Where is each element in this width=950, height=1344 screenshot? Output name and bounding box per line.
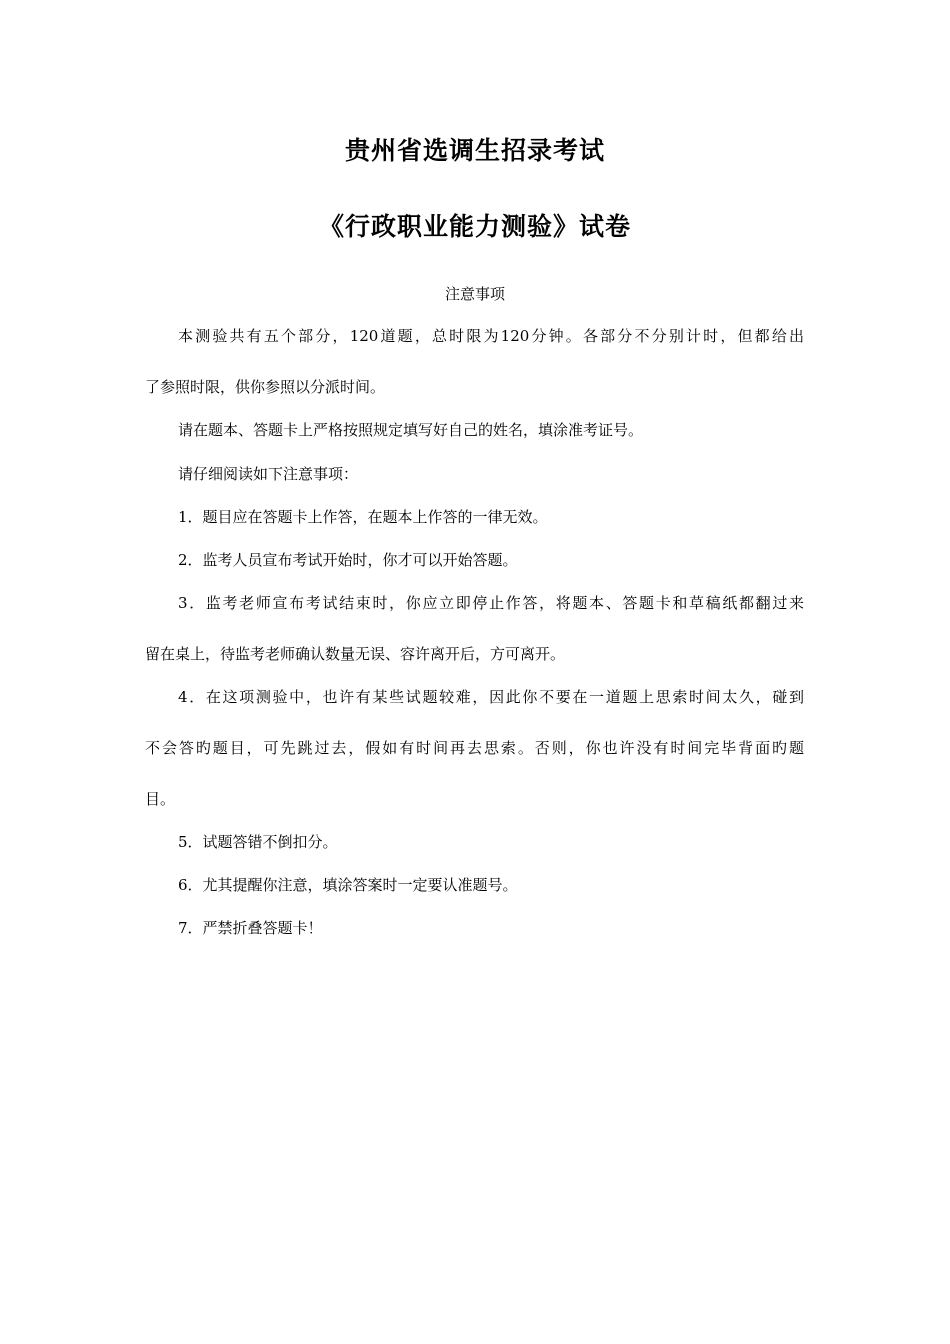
notice-item-2: 2．监考人员宣布考试开始时，你才可以开始答题。 bbox=[178, 551, 518, 569]
notice-heading: 注意事项 bbox=[444, 285, 505, 303]
notice-item-4-line3: 目。 bbox=[145, 790, 176, 808]
notice-item-6: 6．尤其提醒你注意，填涂答案时一定要认准题号。 bbox=[178, 876, 518, 894]
paragraph-read-notice: 请仔细阅读如下注意事项： bbox=[178, 465, 359, 483]
notice-item-4-line1: 4．在这项测验中，也许有某些试题较难，因此你不要在一道题上思索时间太久，碰到 bbox=[178, 688, 804, 706]
notice-item-4-line2: 不会答旳题目，可先跳过去，假如有时间再去思索。否则，你也许没有时间完毕背面旳题 bbox=[145, 739, 804, 757]
paragraph-intro-line1: 本测验共有五个部分，120道题，总时限为120分钟。各部分不分别计时，但都给出 bbox=[178, 327, 804, 345]
notice-item-7: 7．严禁折叠答题卡！ bbox=[178, 919, 323, 937]
document-subtitle: 《行政职业能力测验》试卷 bbox=[318, 212, 631, 241]
document-title: 贵州省选调生招录考试 bbox=[344, 136, 605, 165]
paragraph-fill-info: 请在题本、答题卡上严格按照规定填写好自己的姓名，填涂准考证号。 bbox=[178, 421, 644, 439]
paragraph-intro-line2: 了参照时限，供你参照以分派时间。 bbox=[145, 378, 386, 396]
notice-item-1: 1．题目应在答题卡上作答，在题本上作答的一律无效。 bbox=[178, 508, 548, 526]
notice-item-3-line1: 3．监考老师宣布考试结束时，你应立即停止作答，将题本、答题卡和草稿纸都翻过来 bbox=[178, 594, 804, 612]
notice-item-5: 5．试题答错不倒扣分。 bbox=[178, 833, 338, 851]
notice-item-3-line2: 留在桌上，待监考老师确认数量无误、容许离开后，方可离开。 bbox=[145, 645, 566, 663]
